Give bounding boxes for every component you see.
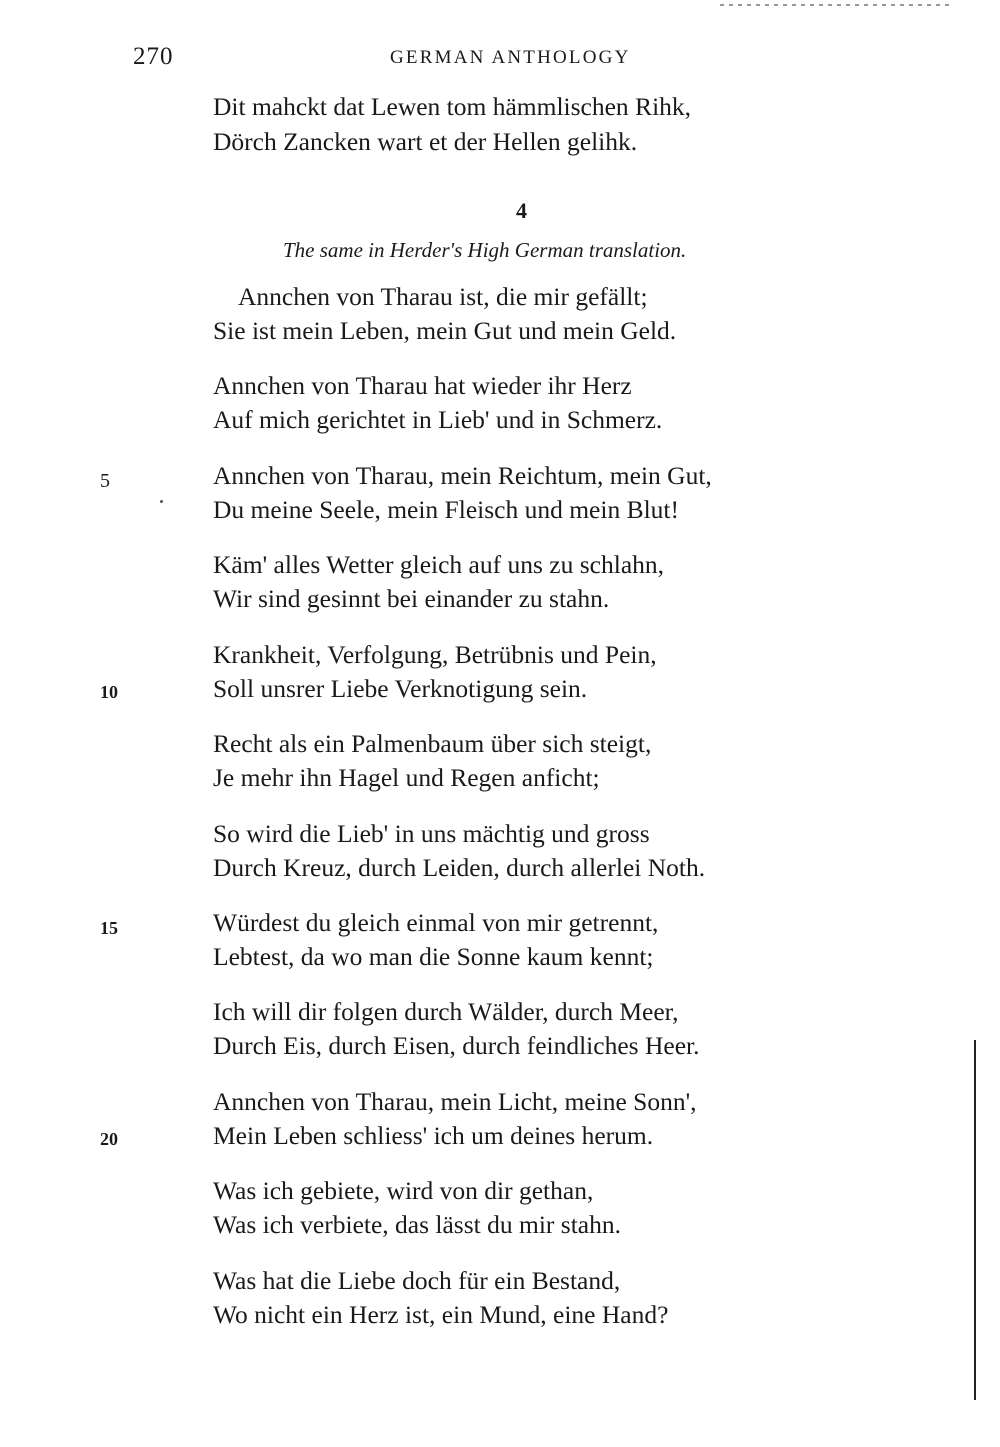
poem-line: Annchen von Tharau ist, die mir gefällt;: [238, 282, 648, 311]
line-number: 15: [100, 918, 118, 938]
poem-line: Annchen von Tharau, mein Reichtum, mein Gut,: [213, 461, 712, 490]
poem-line: Lebtest, da wo man die Sonne kaum kennt;: [213, 942, 654, 971]
poem-line: Durch Kreuz, durch Leiden, durch allerlei Noth.: [213, 853, 706, 882]
poem-line: Annchen von Tharau, mein Licht, meine Sonn',: [213, 1087, 697, 1116]
continuation-line: Dörch Zancken wart et der Hellen gelihk.: [213, 127, 638, 156]
poem-line: Auf mich gerichtet in Lieb' und in Schmerz.: [213, 405, 663, 434]
poem-line: Du meine Seele, mein Fleisch und mein Blut!: [213, 495, 679, 524]
poem-line: Mein Leben schliess' ich um deines herum.: [213, 1121, 654, 1150]
line-number: 20: [100, 1129, 118, 1149]
poem-line: Recht als ein Palmenbaum über sich steigt,: [213, 729, 652, 758]
poem-line: So wird die Lieb' in uns mächtig und gross: [213, 819, 650, 848]
poem-line: Soll unsrer Liebe Verknotigung sein.: [213, 674, 588, 703]
scan-artifact: [720, 4, 950, 6]
section-subtitle: The same in Herder's High German translation.: [283, 238, 687, 262]
continuation-line: Dit mahckt dat Lewen tom hämmlischen Rihk,: [213, 92, 692, 121]
poem-line: Käm' alles Wetter gleich auf uns zu schlahn,: [213, 550, 665, 579]
line-number: 10: [100, 682, 118, 702]
poem-line: Wo nicht ein Herz ist, ein Mund, eine Hand?: [213, 1300, 669, 1329]
scan-speck: [160, 500, 163, 503]
poem-line: Was hat die Liebe doch für ein Bestand,: [213, 1266, 621, 1295]
poem-line: Sie ist mein Leben, mein Gut und mein Geld.: [213, 316, 677, 345]
poem-line: Würdest du gleich einmal von mir getrennt,: [213, 908, 659, 937]
poem-line: Je mehr ihn Hagel und Regen anficht;: [213, 763, 600, 792]
poem-line: Annchen von Tharau hat wieder ihr Herz: [213, 371, 632, 400]
poem-line: Krankheit, Verfolgung, Betrübnis und Pein,: [213, 640, 657, 669]
page-number: 270: [133, 43, 174, 70]
section-number: 4: [516, 198, 527, 223]
line-number: 5: [100, 470, 110, 492]
running-title: GERMAN ANTHOLOGY: [390, 47, 631, 68]
binding-edge-line: [974, 1040, 976, 1400]
poem-line: Was ich gebiete, wird von dir gethan,: [213, 1176, 594, 1205]
poem-line: Durch Eis, durch Eisen, durch feindliches Heer.: [213, 1031, 700, 1060]
poem-line: Was ich verbiete, das lässt du mir stahn.: [213, 1210, 621, 1239]
poem-line: Wir sind gesinnt bei einander zu stahn.: [213, 584, 610, 613]
poem-line: Ich will dir folgen durch Wälder, durch Meer,: [213, 997, 679, 1026]
